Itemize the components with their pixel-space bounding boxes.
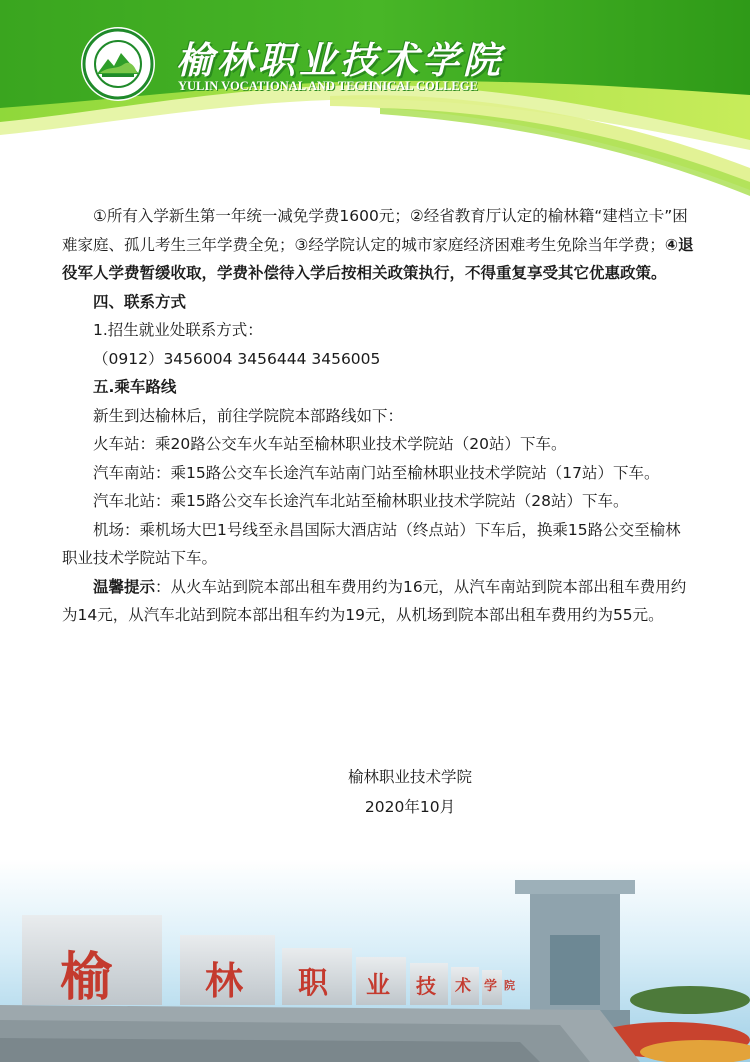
campus-gate-photo (0, 860, 750, 1062)
route-airport: 机场：乘机场大巴1号线至永昌国际大酒店站（终点站）下车后，换乘15路公交至榆林职业技术学院站下车。 (62, 520, 681, 567)
monument-char: 榆 (60, 947, 113, 1008)
warm-tip-text: ：从火车站到院本部出租车费用约为16元，从汽车南站到院本部出租车费用约为14元，从汽车北站到院本部出租车约为19元，从机场到院本部出租车费用约为55元。 (62, 577, 687, 624)
monument-char: 学 (484, 979, 498, 994)
route-train: 火车站：乘20路公交车火车站至榆林职业技术学院站（20站）下车。 (93, 435, 567, 453)
warm-tip-label: 温馨提示 (93, 577, 156, 596)
notice-body (62, 202, 694, 630)
warm-tip-paragraph (62, 573, 694, 630)
monument-char: 职 (298, 966, 328, 1001)
tuition-policy-paragraph (62, 202, 694, 288)
route-south-station: 汽车南站：乘15路公交车长途汽车站南门站至榆林职业技术学院站（17站）下车。 (93, 463, 660, 482)
monument-char: 术 (455, 976, 472, 995)
section-route-title: 五.乘车路线 (93, 378, 177, 396)
college-name-en: YULIN VOCATIONAL AND TECHNICAL COLLEGE (178, 79, 478, 93)
contact-label: 1.招生就业处联系方式： (93, 321, 263, 339)
policy-normal-text: ①所有入学新生第一年统一减免学费1600元；②经省教育厅认定的榆林籍“建档立卡”困难家庭、孤儿考生三年学费全免；③经学院认定的城市家庭经济困难考生免除当年学费； (62, 207, 688, 254)
route-north-station: 汽车北站：乘15路公交车长途汽车北站至榆林职业技术学院站（28站）下车。 (93, 492, 629, 510)
section-contact-title: 四、联系方式 (93, 292, 187, 311)
monument-char: 林 (205, 958, 244, 1003)
monument-char: 业 (366, 970, 390, 999)
route-intro: 新生到达榆林后，前往学院院本部路线如下： (93, 406, 404, 425)
policy-bold-text: ④退役军人学费暂缓收取，学费补偿待入学后按相关政策执行，不得重复享受其它优惠政策。 (62, 235, 694, 282)
college-name-cn: 榆林职业技术学院 (176, 38, 504, 82)
monument-char: 院 (504, 979, 515, 992)
college-emblem-icon (80, 26, 156, 102)
monument-char: 技 (416, 974, 436, 998)
signature-org: 榆林职业技术学院 (347, 768, 472, 786)
contact-phones: （0912）3456004 3456444 3456005 (93, 349, 381, 368)
signature-date: 2020年10月 (364, 798, 456, 816)
